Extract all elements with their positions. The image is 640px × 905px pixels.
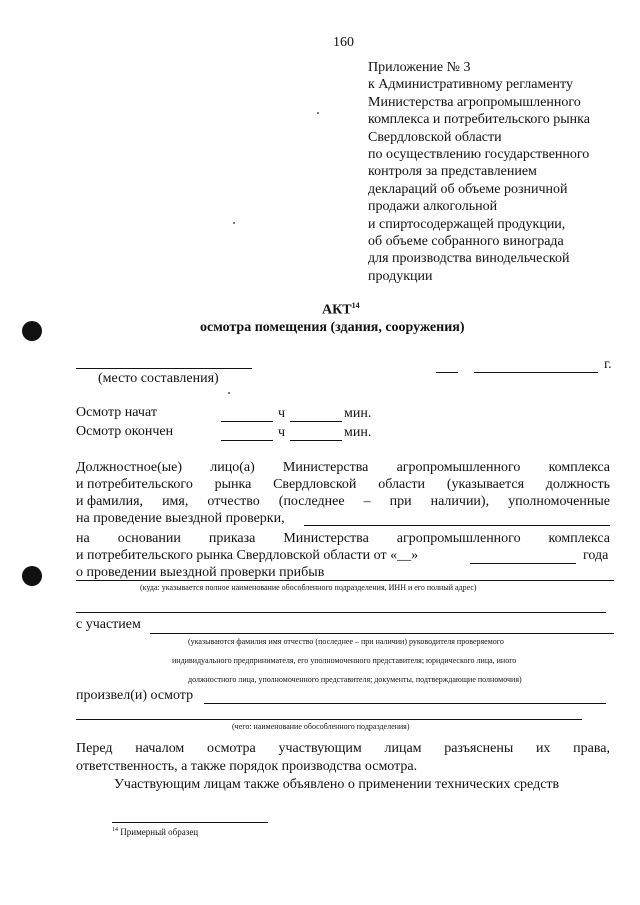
punch-hole-top <box>22 321 42 341</box>
appendix-line: Министерства агропромышленного <box>368 94 581 110</box>
word: лицам <box>384 741 422 756</box>
appendix-line: Приложение № 3 <box>368 60 471 75</box>
date-blank <box>474 372 598 373</box>
appendix-line: по осуществлению государственного <box>368 147 590 163</box>
word: – <box>363 494 371 509</box>
word: наличии), <box>430 494 490 509</box>
footnote-text: Примерный образец <box>120 827 199 837</box>
hours-unit: ч <box>278 406 286 421</box>
inspection-started-label: Осмотр начат <box>76 405 157 420</box>
act-title <box>322 301 360 319</box>
rights-line-3: Участвующим лицам также объявлено о применении технических средств <box>114 777 560 792</box>
official-line-4: на проведение выездной проверки, <box>76 511 285 526</box>
word: должность <box>545 477 610 492</box>
place-blank <box>76 368 252 369</box>
word: рынка <box>214 477 252 492</box>
appendix-line: деклараций об объеме розничной <box>368 181 568 197</box>
appendix-line: об объеме собранного винограда <box>368 234 564 250</box>
end-minutes-blank <box>290 440 342 441</box>
minutes-unit: мин. <box>344 425 372 440</box>
scan-speck <box>228 392 230 394</box>
caption-where: (куда: указывается полное наименование обособленного подразделения, ИНН и его полный адрес) <box>140 583 477 592</box>
word: Министерства <box>282 460 369 475</box>
start-hours-blank <box>221 421 273 422</box>
official-line-7: о проведении выездной проверки прибыв <box>76 565 325 580</box>
participation-caption-3: должностного лица, уполномоченного представителя; документы, подтверждающие полномочия) <box>188 675 522 684</box>
appendix-line: к Административному регламенту <box>368 77 573 93</box>
participation-caption-2: индивидуального предпринимателя, его уполномоченного представителя; юридического лица, иного <box>172 656 517 665</box>
word: участвующим <box>278 741 362 756</box>
rights-line-2: ответственность, а также порядок производства осмотра. <box>76 759 418 774</box>
participation-label: с участием <box>76 617 141 632</box>
word: их <box>535 741 551 756</box>
word: права, <box>573 741 610 756</box>
footnote <box>112 827 198 837</box>
hours-unit: ч <box>278 425 286 440</box>
act-title-text: АКТ <box>322 302 352 318</box>
word: лицо(а) <box>210 460 255 475</box>
address-blank <box>76 612 606 613</box>
appendix-header <box>368 59 630 285</box>
minutes-unit: мин. <box>344 406 372 421</box>
word: Перед <box>76 741 113 756</box>
word: при <box>389 494 412 509</box>
appendix-line: продажи алкогольной <box>368 199 498 215</box>
scan-speck <box>233 222 235 224</box>
word: и потребительского <box>76 477 193 492</box>
word: комплекса <box>548 531 610 546</box>
act-subtitle: осмотра помещения (здания, сооружения) <box>200 320 465 335</box>
footnote-mark: 14 <box>112 827 118 833</box>
footnote-separator <box>112 822 268 823</box>
participation-blank <box>150 633 614 634</box>
performed-caption: (чего: наименование обособленного подразделения) <box>232 722 410 731</box>
footnote-ref: 14 <box>351 301 360 310</box>
rights-line-1 <box>76 741 610 757</box>
performed-blank-2 <box>76 719 582 720</box>
place-caption: (место составления) <box>98 371 219 386</box>
word: агропромышленного <box>396 460 521 475</box>
official-line-2 <box>76 477 610 493</box>
word: основании <box>117 531 181 546</box>
word: (указывается <box>446 477 525 492</box>
word: приказа <box>208 531 256 546</box>
day-blank <box>436 372 458 373</box>
appendix-line: комплекса и потребительского рынка <box>368 112 590 128</box>
word: области <box>378 477 426 492</box>
word: и фамилия, <box>76 494 144 509</box>
scan-speck <box>317 112 319 114</box>
word: на <box>76 531 90 546</box>
appendix-line: для производства винодельческой <box>368 251 570 267</box>
year-word: года <box>583 548 609 563</box>
official-line-1 <box>76 460 610 476</box>
appendix-line: и спиртосодержащей продукции, <box>368 216 566 232</box>
word: комплекса <box>548 460 610 475</box>
official-line-5 <box>76 531 610 547</box>
word: агропромышленного <box>396 531 521 546</box>
official-blank <box>304 525 610 526</box>
inspection-finished-label: Осмотр окончен <box>76 424 174 439</box>
word: Свердловской <box>273 477 357 492</box>
word: уполномоченные <box>508 494 610 509</box>
word: началом <box>135 741 185 756</box>
official-line-6: и потребительского рынка Свердловской области от «__» <box>76 548 419 563</box>
word: (последнее <box>278 494 345 509</box>
start-minutes-blank <box>290 421 342 422</box>
word: Должностное(ые) <box>76 460 183 475</box>
performed-blank <box>204 703 606 704</box>
official-line-3 <box>76 494 610 510</box>
word: имя, <box>162 494 189 509</box>
order-date-blank <box>470 563 576 564</box>
participation-caption-1: (указываются фамилия имя отчество (последнее – при наличии) руководителя проверяемого <box>188 637 504 646</box>
page-number: 160 <box>333 35 354 50</box>
word: разъяснены <box>444 741 514 756</box>
word: отчество <box>207 494 260 509</box>
appendix-line: Свердловской области <box>368 129 502 145</box>
end-hours-blank <box>221 440 273 441</box>
punch-hole-bottom <box>22 566 42 586</box>
arrival-blank <box>76 580 614 581</box>
word: Министерства <box>283 531 369 546</box>
appendix-line: контроля за представлением <box>368 164 537 180</box>
performed-label: произвел(и) осмотр <box>76 688 194 703</box>
word: осмотра <box>207 741 256 756</box>
year-suffix: г. <box>604 357 612 372</box>
appendix-line: продукции <box>368 268 433 284</box>
